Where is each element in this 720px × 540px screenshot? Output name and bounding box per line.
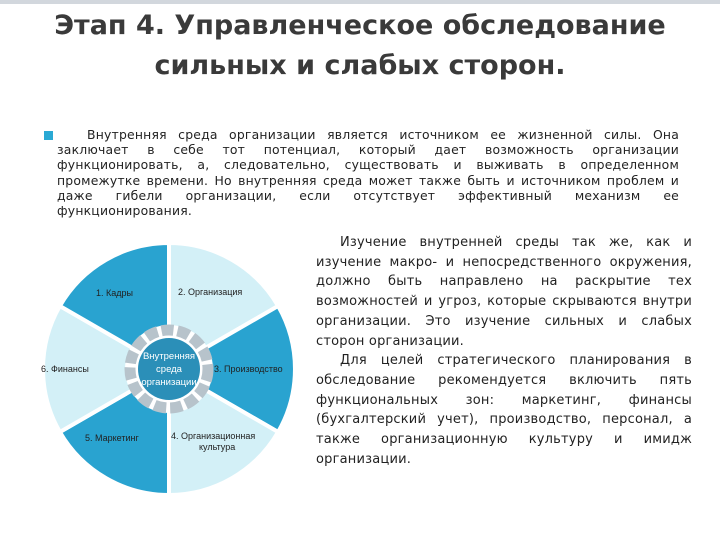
title-line-1: Этап 4. Управленческое обследование: [54, 10, 666, 41]
analysis-paragraph-1: Изучение внутренней среды так же, как и изучение макро- и непосредственного окружения, должно быть направлено на раскрытие тех возможностей и угроз, которые скрываются внутри организации. Это изучение сильных и слабых сторон организации.: [316, 235, 692, 349]
internal-environment-diagram: [38, 238, 300, 500]
center-label-2: среда: [156, 364, 182, 375]
top-border: [0, 0, 720, 4]
segment-label-3: 3. Производство: [214, 364, 283, 374]
diagram-svg: [38, 238, 300, 500]
segment-label-1: 1. Кадры: [96, 288, 133, 298]
segment-label-4a: 4. Организационная: [171, 431, 256, 441]
segment-label-6: 6. Финансы: [41, 364, 89, 374]
title-line-2: сильных и слабых сторон.: [154, 50, 566, 81]
intro-paragraph-text: Внутренняя среда организации является источником ее жизненной силы. Она заключает в себе тот потенциал, который дает возможность организации функционировать, а, следовательно, существовать и выживать в определенном промежутке времени. Но внутренняя среда может также быть и источником проблем и даже гибели организации, если отсутствует эффективный механизм ее функционирования.: [57, 127, 679, 219]
bullet-marker-icon: [44, 131, 53, 140]
center-label-1: Внутренняя: [142, 351, 196, 362]
center-label-3: организации: [141, 377, 197, 388]
segment-label-4b: культура: [199, 442, 236, 452]
slide-title: [0, 6, 720, 86]
analysis-paragraph-2: Для целей стратегического планирования в обследование рекомендуется включить пять функциональных зон: маркетинг, финансы (бухгалтерский учет), производство, персонал, а также организационную культуру и имидж организации.: [316, 353, 692, 467]
segment-label-2: 2. Организация: [178, 287, 243, 297]
segment-label-5: 5. Маркетинг: [85, 433, 139, 443]
analysis-text: [316, 233, 692, 469]
intro-paragraph: [57, 127, 679, 218]
